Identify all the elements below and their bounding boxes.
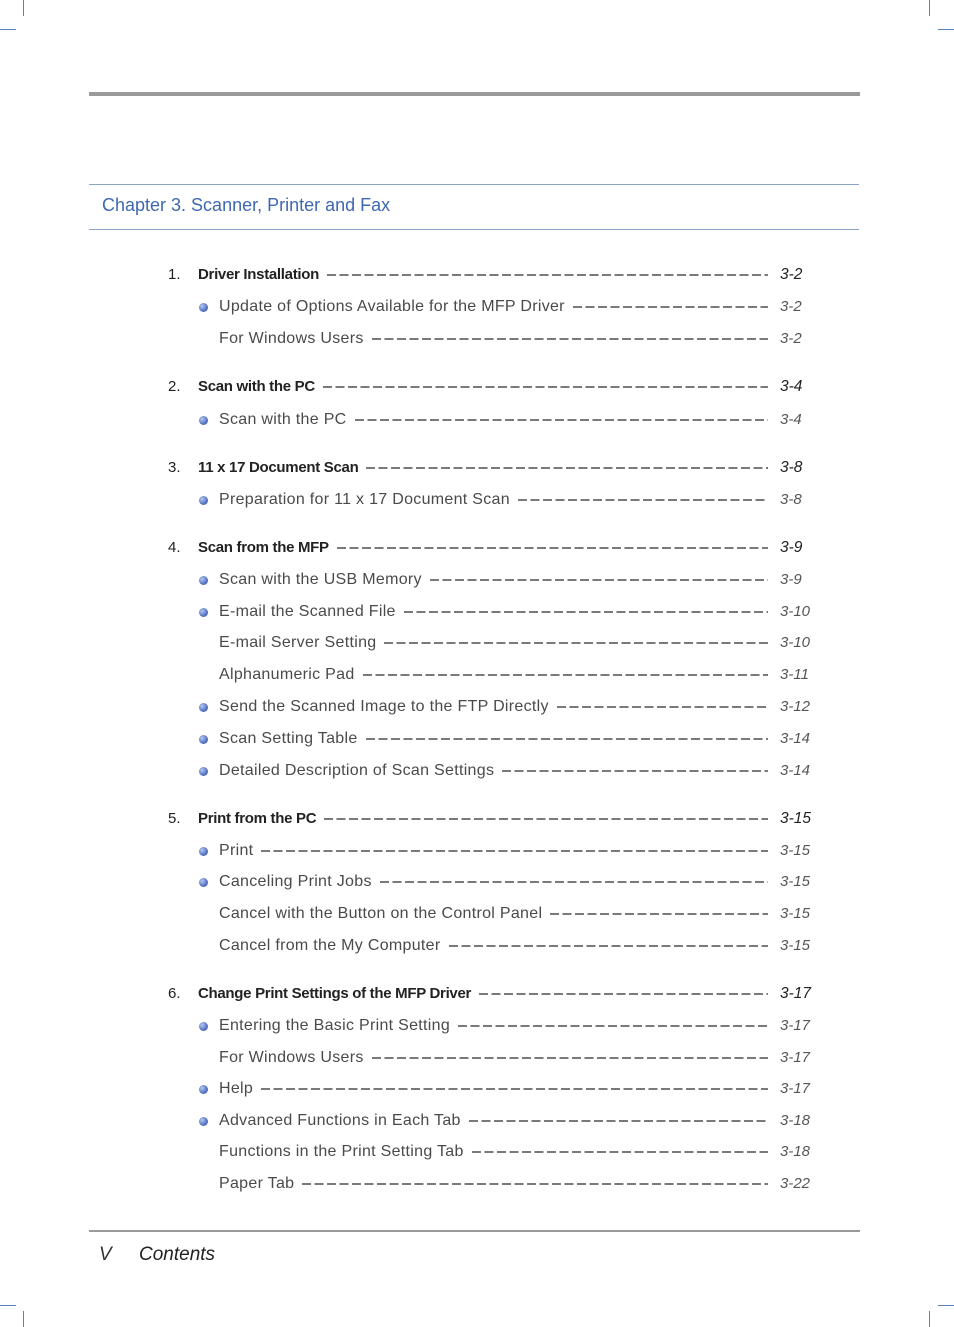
toc-section-entry[interactable]	[0, 537, 954, 561]
entry-page-number: 3-14	[780, 730, 811, 747]
footer-page-number: V	[99, 1244, 112, 1265]
entry-label: Print	[219, 842, 259, 860]
toc-entry[interactable]	[0, 489, 954, 513]
entry-label: Print from the PC	[198, 810, 322, 827]
entry-page-number: 3-17	[780, 1080, 811, 1097]
dot-leader	[302, 1183, 768, 1185]
toc-section-entry[interactable]	[0, 376, 954, 400]
section-number: 3.	[168, 459, 181, 476]
toc-entry[interactable]	[0, 760, 954, 784]
toc-section-entry[interactable]	[0, 983, 954, 1007]
entry-page-number: 3-15	[780, 905, 811, 922]
entry-label: E-mail Server Setting	[219, 634, 382, 652]
toc-entry[interactable]	[0, 409, 954, 433]
bullet-icon	[199, 416, 208, 425]
dot-leader	[479, 993, 768, 995]
dot-leader	[573, 306, 768, 308]
toc-entry[interactable]	[0, 1110, 954, 1134]
entry-page-number: 3-22	[780, 1175, 811, 1192]
entry-label: Help	[219, 1080, 259, 1098]
entry-page-number: 3-17	[780, 985, 812, 1002]
dot-leader	[472, 1151, 768, 1153]
bullet-icon	[199, 1117, 208, 1126]
entry-page-number: 3-8	[780, 459, 803, 476]
bullet-icon	[199, 496, 208, 505]
crop-mark	[0, 29, 16, 30]
entry-page-number: 3-18	[780, 1143, 811, 1160]
entry-label: Scan with the PC	[219, 411, 353, 429]
entry-page-number: 3-9	[780, 539, 803, 556]
dot-leader	[557, 706, 768, 708]
toc-entry[interactable]	[0, 296, 954, 320]
dot-leader	[404, 611, 768, 613]
dot-leader	[337, 547, 768, 549]
chapter-band	[89, 184, 859, 230]
entry-page-number: 3-15	[780, 842, 811, 859]
entry-label: Send the Scanned Image to the FTP Directly	[219, 698, 555, 716]
entry-label: E-mail the Scanned File	[219, 603, 402, 621]
dot-leader	[261, 850, 768, 852]
crop-mark	[23, 1311, 24, 1327]
crop-mark	[938, 29, 954, 30]
dot-leader	[449, 945, 768, 947]
entry-page-number: 3-17	[780, 1049, 811, 1066]
dot-leader	[430, 579, 768, 581]
crop-mark	[0, 1305, 16, 1306]
dot-leader	[550, 913, 768, 915]
entry-page-number: 3-15	[780, 810, 812, 827]
bullet-icon	[199, 847, 208, 856]
toc-entry[interactable]	[0, 601, 954, 625]
chapter-title: Chapter 3. Scanner, Printer and Fax	[102, 195, 391, 215]
toc-entry[interactable]	[0, 569, 954, 593]
entry-label: Cancel from the My Computer	[219, 937, 447, 955]
crop-mark	[929, 0, 930, 16]
entry-page-number: 3-15	[780, 873, 811, 890]
bullet-icon	[199, 767, 208, 776]
crop-mark	[929, 1311, 930, 1327]
entry-label: Scan from the MFP	[198, 539, 335, 556]
entry-page-number: 3-8	[780, 491, 802, 508]
entry-label: Functions in the Print Setting Tab	[219, 1143, 470, 1161]
entry-page-number: 3-15	[780, 937, 811, 954]
toc-entry[interactable]	[0, 840, 954, 864]
entry-label: Scan Setting Table	[219, 730, 364, 748]
entry-label: Preparation for 11 x 17 Document Scan	[219, 491, 516, 509]
dot-leader	[327, 274, 768, 276]
entry-label: Advanced Functions in Each Tab	[219, 1112, 467, 1130]
entry-label: For Windows Users	[219, 330, 370, 348]
bullet-icon	[199, 703, 208, 712]
section-number: 2.	[168, 378, 181, 395]
entry-label: 11 x 17 Document Scan	[198, 459, 364, 476]
dot-leader	[380, 881, 768, 883]
dot-leader	[518, 499, 768, 501]
footer-rule	[89, 1230, 860, 1232]
toc-entry[interactable]	[0, 1047, 954, 1071]
entry-page-number: 3-14	[780, 762, 811, 779]
entry-label: For Windows Users	[219, 1049, 370, 1067]
toc-entry[interactable]	[0, 728, 954, 752]
header-rule	[89, 92, 860, 96]
dot-leader	[323, 386, 768, 388]
toc-section-entry[interactable]	[0, 264, 954, 288]
entry-label: Detailed Description of Scan Settings	[219, 762, 500, 780]
toc-entry[interactable]	[0, 1141, 954, 1165]
entry-page-number: 3-2	[780, 266, 803, 283]
dot-leader	[261, 1088, 768, 1090]
section-number: 1.	[168, 266, 181, 283]
section-number: 5.	[168, 810, 181, 827]
entry-label: Alphanumeric Pad	[219, 666, 361, 684]
bullet-icon	[199, 303, 208, 312]
section-number: 4.	[168, 539, 181, 556]
dot-leader	[502, 770, 768, 772]
dot-leader	[372, 338, 768, 340]
entry-page-number: 3-10	[780, 634, 811, 651]
toc-entry[interactable]	[0, 1078, 954, 1102]
crop-mark	[938, 1305, 954, 1306]
bullet-icon	[199, 1022, 208, 1031]
dot-leader	[372, 1057, 768, 1059]
entry-label: Entering the Basic Print Setting	[219, 1017, 456, 1035]
toc-entry[interactable]	[0, 935, 954, 959]
toc-entry[interactable]	[0, 1173, 954, 1197]
entry-page-number: 3-10	[780, 603, 811, 620]
entry-page-number: 3-11	[780, 666, 809, 683]
toc-entry[interactable]	[0, 696, 954, 720]
dot-leader	[324, 818, 768, 820]
toc-entry[interactable]	[0, 632, 954, 656]
bullet-icon	[199, 735, 208, 744]
entry-label: Cancel with the Button on the Control Panel	[219, 905, 548, 923]
bullet-icon	[199, 878, 208, 887]
entry-label: Driver Installation	[198, 266, 325, 283]
dot-leader	[458, 1025, 768, 1027]
entry-label: Scan with the USB Memory	[219, 571, 428, 589]
entry-label: Paper Tab	[219, 1175, 300, 1193]
dot-leader	[363, 674, 768, 676]
toc-entry[interactable]	[0, 328, 954, 352]
toc-entry[interactable]	[0, 903, 954, 927]
entry-label: Update of Options Available for the MFP Driver	[219, 298, 571, 316]
entry-page-number: 3-2	[780, 298, 802, 315]
dot-leader	[366, 738, 768, 740]
entry-page-number: 3-4	[780, 411, 802, 428]
dot-leader	[384, 642, 768, 644]
entry-page-number: 3-12	[780, 698, 811, 715]
entry-page-number: 3-18	[780, 1112, 811, 1129]
bullet-icon	[199, 608, 208, 617]
footer-label: Contents	[139, 1244, 216, 1265]
bullet-icon	[199, 1085, 208, 1094]
dot-leader	[469, 1120, 768, 1122]
entry-page-number: 3-4	[780, 378, 803, 395]
toc-section-entry[interactable]	[0, 808, 954, 832]
toc-entry[interactable]	[0, 1015, 954, 1039]
toc-entry[interactable]	[0, 871, 954, 895]
entry-label: Canceling Print Jobs	[219, 873, 378, 891]
dot-leader	[366, 467, 768, 469]
toc-section-entry[interactable]	[0, 457, 954, 481]
entry-label: Change Print Settings of the MFP Driver	[198, 985, 477, 1002]
toc-entry[interactable]	[0, 664, 954, 688]
entry-page-number: 3-9	[780, 571, 802, 588]
entry-page-number: 3-17	[780, 1017, 811, 1034]
bullet-icon	[199, 576, 208, 585]
entry-label: Scan with the PC	[198, 378, 321, 395]
entry-page-number: 3-2	[780, 330, 802, 347]
dot-leader	[355, 419, 768, 421]
crop-mark	[23, 0, 24, 16]
section-number: 6.	[168, 985, 181, 1002]
